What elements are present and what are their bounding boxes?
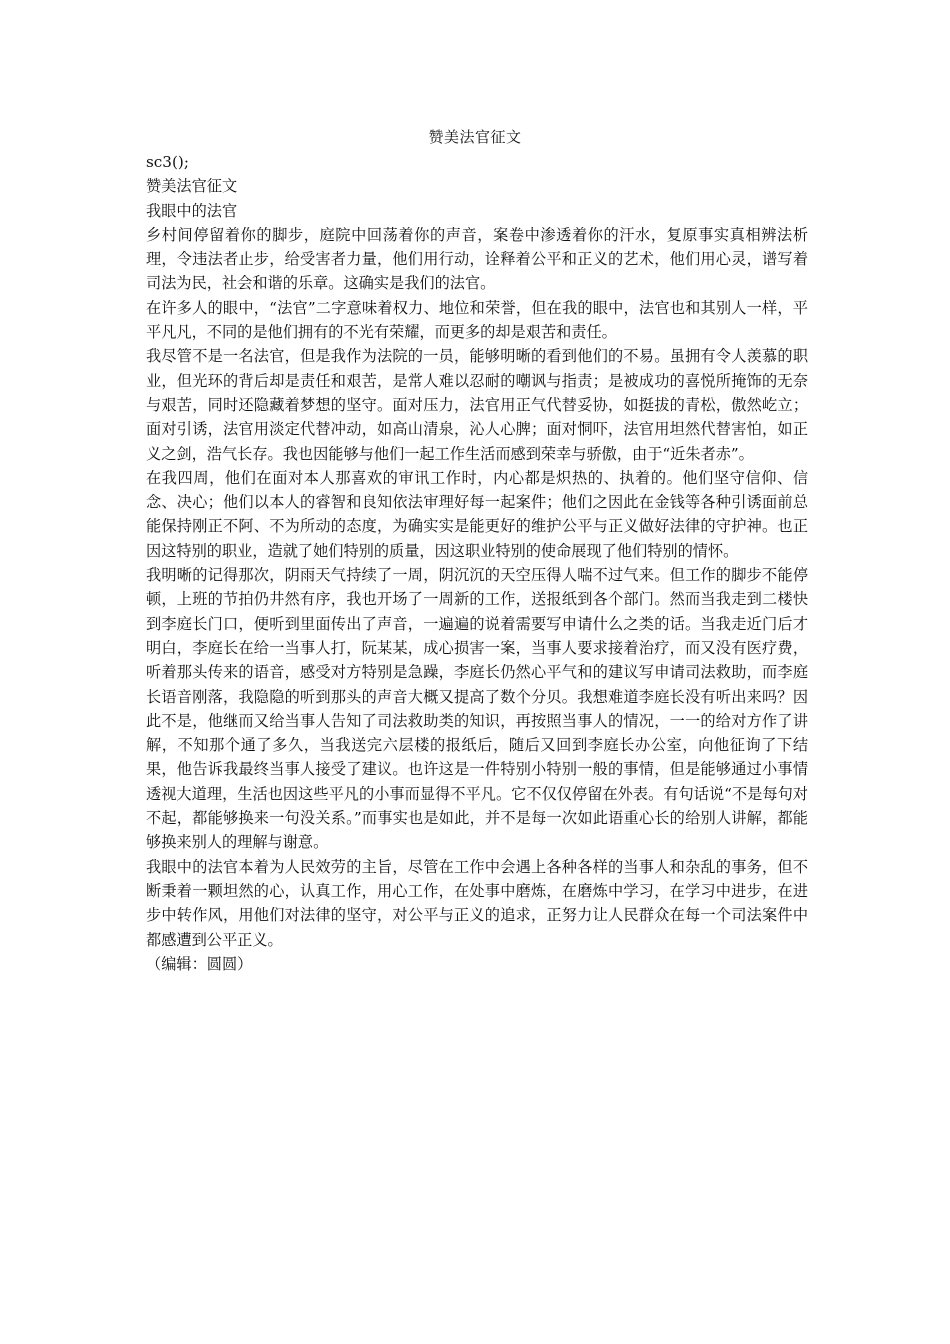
document-title: 赞美法官征文 — [428, 128, 522, 146]
paragraph: 在许多人的眼中，“法官”二字意味着权力、地位和荣誉，但在我的眼中，法官也和其别人一样，平平凡凡，不同的是他们拥有的不光有荣耀，而更多的却是艰苦和责任。 — [146, 298, 808, 342]
article-subheading: 我眼中的法官 — [146, 201, 238, 220]
code-line: sc3(); — [146, 153, 189, 171]
paragraph: 我尽管不是一名法官，但是我作为法院的一员，能够明晰的看到他们的不易。虽拥有令人羡慕的职业，但光环的背后却是责任和艰苦，是常人难以忍耐的嘲讽与指责；是被成功的喜悦所掩饰的无奈与艰苦，同时还隐藏着梦想的坚守。面对压力，法官用正气代替妥协，如挺拔的青松，傲然屹立；面对引诱，法官用淡定代替冲动，如高山清泉，沁人心脾；面对恫吓，法官用坦然代替害怕，如正义之剑，浩气长存。我也因能够与他们一起工作生活而感到荣幸与骄傲，由于“近朱者赤”。 — [146, 347, 808, 463]
article-heading: 赞美法官征文 — [146, 177, 238, 196]
paragraph: 我眼中的法官本着为人民效劳的主旨，尽管在工作中会遇上各种各样的当事人和杂乱的事务，但不断秉着一颗坦然的心，认真工作，用心工作，在处事中磨炼，在磨炼中学习，在学习中进步，在进步中转作风，用他们对法律的坚守，对公平与正义的追求，正努力让人民群众在每一个司法案件中都感遭到公平正义。 — [146, 857, 808, 949]
paragraph: 乡村间停留着你的脚步，庭院中回荡着你的声音，案卷中渗透着你的汗水，复原事实真相辨法析理，令违法者止步，给受害者力量，他们用行动，诠释着公平和正义的艺术，他们用心灵，谱写着司法为民，社会和谐的乐章。这确实是我们的法官。 — [146, 225, 808, 293]
paragraph: 在我四周，他们在面对本人那喜欢的审讯工作时，内心都是炽热的、执着的。他们坚守信仰、信念、决心；他们以本人的睿智和良知依法审理好每一起案件；他们之因此在金钱等各种引诱面前总能保持刚正不阿、不为所动的态度，为确实实是能更好的维护公平与正义做好法律的守护神。也正因这特别的职业，造就了她们特别的质量，因这职业特别的使命展现了他们特别的情怀。 — [146, 468, 808, 560]
editor-note: （编辑：圆圆） — [146, 954, 253, 973]
paragraph: 我明晰的记得那次，阴雨天气持续了一周，阴沉沉的天空压得人喘不过气来。但工作的脚步不能停顿，上班的节拍仍井然有序，我也开场了一周新的工作，送报纸到各个部门。然而当我走到二楼快到李庭长门口，便听到里面传出了声音，一遍遍的说着需要写申请什么之类的话。当我走近门后才明白，李庭长在给一当事人打，阮某某，成心损害一案，当事人要求接着治疗，而又没有医疗费，听着那头传来的语音，感受对方特别是急躁，李庭长仍然心平气和的建议写申请司法救助，而李庭长语音刚落，我隐隐的听到那头的声音大概又提高了数个分贝。我想难道李庭长没有听出来吗？因此不是，他继而又给当事人告知了司法救助类的知识，再按照当事人的情况，一一的给对方作了讲解，不知那个通了多久，当我送完六层楼的报纸后，随后又回到李庭长办公室，向他征询了下结果，他告诉我最终当事人接受了建议。也许这是一件特别小特别一般的事情，但是能够通过小事情透视大道理，生活也因这些平凡的小事而显得不平凡。它不仅仅停留在外表。有句话说“不是每句对不起，都能够换来一句没关系。”而事实也是如此，并不是每一次如此语重心长的给别人讲解，都能够换来别人的理解与谢意。 — [146, 566, 808, 852]
document-body — [146, 150, 808, 976]
